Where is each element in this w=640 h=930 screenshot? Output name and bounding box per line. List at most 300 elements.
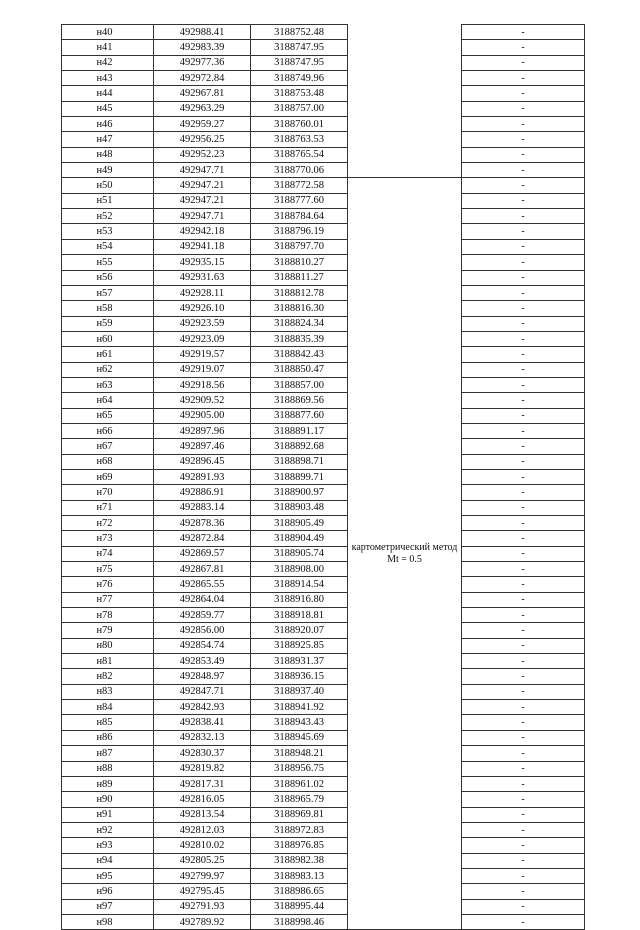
point-id-cell: н45 bbox=[62, 101, 154, 116]
x-coordinate-cell: 492923.09 bbox=[154, 331, 251, 346]
table-row bbox=[62, 285, 585, 300]
x-coordinate-cell: 492919.57 bbox=[154, 347, 251, 362]
point-id-cell: н84 bbox=[62, 700, 154, 715]
x-coordinate-cell: 492963.29 bbox=[154, 101, 251, 116]
table-row bbox=[62, 654, 585, 669]
y-coordinate-cell: 3188995.44 bbox=[251, 899, 348, 914]
table-row bbox=[62, 439, 585, 454]
table-row bbox=[62, 178, 585, 193]
table-row bbox=[62, 147, 585, 162]
y-coordinate-cell: 3188891.17 bbox=[251, 423, 348, 438]
x-coordinate-cell: 492865.55 bbox=[154, 577, 251, 592]
table-row bbox=[62, 377, 585, 392]
point-id-cell: н85 bbox=[62, 715, 154, 730]
table-row bbox=[62, 55, 585, 70]
table-row bbox=[62, 700, 585, 715]
x-coordinate-cell: 492830.37 bbox=[154, 746, 251, 761]
mark-cell: - bbox=[462, 669, 585, 684]
table-row bbox=[62, 684, 585, 699]
mark-cell: - bbox=[462, 331, 585, 346]
table-row bbox=[62, 546, 585, 561]
x-coordinate-cell: 492918.56 bbox=[154, 377, 251, 392]
mark-cell: - bbox=[462, 117, 585, 132]
x-coordinate-cell: 492799.97 bbox=[154, 868, 251, 883]
y-coordinate-cell: 3188905.74 bbox=[251, 546, 348, 561]
table-row bbox=[62, 71, 585, 86]
table-row bbox=[62, 730, 585, 745]
point-id-cell: н54 bbox=[62, 239, 154, 254]
y-coordinate-cell: 3188784.64 bbox=[251, 209, 348, 224]
point-id-cell: н72 bbox=[62, 516, 154, 531]
y-coordinate-cell: 3188900.97 bbox=[251, 485, 348, 500]
mark-cell: - bbox=[462, 239, 585, 254]
point-id-cell: н63 bbox=[62, 377, 154, 392]
y-coordinate-cell: 3188983.13 bbox=[251, 868, 348, 883]
mark-cell: - bbox=[462, 623, 585, 638]
point-id-cell: н62 bbox=[62, 362, 154, 377]
y-coordinate-cell: 3188772.58 bbox=[251, 178, 348, 193]
mark-cell: - bbox=[462, 654, 585, 669]
point-id-cell: н40 bbox=[62, 25, 154, 40]
point-id-cell: н90 bbox=[62, 792, 154, 807]
x-coordinate-cell: 492847.71 bbox=[154, 684, 251, 699]
point-id-cell: н55 bbox=[62, 255, 154, 270]
table-row bbox=[62, 899, 585, 914]
mark-cell: - bbox=[462, 776, 585, 791]
point-id-cell: н96 bbox=[62, 884, 154, 899]
y-coordinate-cell: 3188941.92 bbox=[251, 700, 348, 715]
point-id-cell: н83 bbox=[62, 684, 154, 699]
point-id-cell: н92 bbox=[62, 822, 154, 837]
mark-cell: - bbox=[462, 531, 585, 546]
table-row bbox=[62, 853, 585, 868]
y-coordinate-cell: 3188956.75 bbox=[251, 761, 348, 776]
mark-cell: - bbox=[462, 822, 585, 837]
y-coordinate-cell: 3188810.27 bbox=[251, 255, 348, 270]
y-coordinate-cell: 3188931.37 bbox=[251, 654, 348, 669]
table-row bbox=[62, 531, 585, 546]
mark-cell: - bbox=[462, 270, 585, 285]
x-coordinate-cell: 492941.18 bbox=[154, 239, 251, 254]
y-coordinate-cell: 3188824.34 bbox=[251, 316, 348, 331]
mark-cell: - bbox=[462, 500, 585, 515]
y-coordinate-cell: 3188904.49 bbox=[251, 531, 348, 546]
x-coordinate-cell: 492905.00 bbox=[154, 408, 251, 423]
y-coordinate-cell: 3188812.78 bbox=[251, 285, 348, 300]
mark-cell: - bbox=[462, 163, 585, 178]
x-coordinate-cell: 492832.13 bbox=[154, 730, 251, 745]
x-coordinate-cell: 492859.77 bbox=[154, 608, 251, 623]
y-coordinate-cell: 3188916.80 bbox=[251, 592, 348, 607]
point-id-cell: н69 bbox=[62, 469, 154, 484]
point-id-cell: н59 bbox=[62, 316, 154, 331]
x-coordinate-cell: 492883.14 bbox=[154, 500, 251, 515]
point-id-cell: н75 bbox=[62, 562, 154, 577]
mark-cell: - bbox=[462, 178, 585, 193]
y-coordinate-cell: 3188918.81 bbox=[251, 608, 348, 623]
point-id-cell: н58 bbox=[62, 301, 154, 316]
y-coordinate-cell: 3188797.70 bbox=[251, 239, 348, 254]
point-id-cell: н65 bbox=[62, 408, 154, 423]
x-coordinate-cell: 492942.18 bbox=[154, 224, 251, 239]
table-row bbox=[62, 669, 585, 684]
point-id-cell: н89 bbox=[62, 776, 154, 791]
y-coordinate-cell: 3188908.00 bbox=[251, 562, 348, 577]
y-coordinate-cell: 3188965.79 bbox=[251, 792, 348, 807]
point-id-cell: н94 bbox=[62, 853, 154, 868]
table-row bbox=[62, 40, 585, 55]
point-id-cell: н57 bbox=[62, 285, 154, 300]
table-row bbox=[62, 86, 585, 101]
mark-cell: - bbox=[462, 638, 585, 653]
table-row bbox=[62, 25, 585, 40]
point-id-cell: н51 bbox=[62, 193, 154, 208]
table-row bbox=[62, 224, 585, 239]
y-coordinate-cell: 3188777.60 bbox=[251, 193, 348, 208]
point-id-cell: н61 bbox=[62, 347, 154, 362]
mark-cell: - bbox=[462, 469, 585, 484]
x-coordinate-cell: 492853.49 bbox=[154, 654, 251, 669]
mark-cell: - bbox=[462, 792, 585, 807]
y-coordinate-cell: 3188857.00 bbox=[251, 377, 348, 392]
y-coordinate-cell: 3188937.40 bbox=[251, 684, 348, 699]
y-coordinate-cell: 3188892.68 bbox=[251, 439, 348, 454]
table-row bbox=[62, 792, 585, 807]
mark-cell: - bbox=[462, 884, 585, 899]
y-coordinate-cell: 3188765.54 bbox=[251, 147, 348, 162]
mark-cell: - bbox=[462, 347, 585, 362]
mark-cell: - bbox=[462, 562, 585, 577]
mark-cell: - bbox=[462, 516, 585, 531]
x-coordinate-cell: 492967.81 bbox=[154, 86, 251, 101]
point-id-cell: н46 bbox=[62, 117, 154, 132]
x-coordinate-cell: 492856.00 bbox=[154, 623, 251, 638]
mark-cell: - bbox=[462, 224, 585, 239]
mark-cell: - bbox=[462, 439, 585, 454]
point-id-cell: н47 bbox=[62, 132, 154, 147]
point-id-cell: н77 bbox=[62, 592, 154, 607]
x-coordinate-cell: 492813.54 bbox=[154, 807, 251, 822]
x-coordinate-cell: 492805.25 bbox=[154, 853, 251, 868]
point-id-cell: н78 bbox=[62, 608, 154, 623]
y-coordinate-cell: 3188835.39 bbox=[251, 331, 348, 346]
point-id-cell: н71 bbox=[62, 500, 154, 515]
x-coordinate-cell: 492891.93 bbox=[154, 469, 251, 484]
x-coordinate-cell: 492972.84 bbox=[154, 71, 251, 86]
table-row bbox=[62, 776, 585, 791]
table-row bbox=[62, 117, 585, 132]
x-coordinate-cell: 492854.74 bbox=[154, 638, 251, 653]
table-row bbox=[62, 608, 585, 623]
mark-cell: - bbox=[462, 761, 585, 776]
coordinate-table bbox=[61, 24, 585, 930]
x-coordinate-cell: 492812.03 bbox=[154, 822, 251, 837]
point-id-cell: н97 bbox=[62, 899, 154, 914]
table-row bbox=[62, 301, 585, 316]
y-coordinate-cell: 3188948.21 bbox=[251, 746, 348, 761]
table-row bbox=[62, 638, 585, 653]
x-coordinate-cell: 492897.96 bbox=[154, 423, 251, 438]
x-coordinate-cell: 492878.36 bbox=[154, 516, 251, 531]
y-coordinate-cell: 3188816.30 bbox=[251, 301, 348, 316]
mark-cell: - bbox=[462, 454, 585, 469]
point-id-cell: н41 bbox=[62, 40, 154, 55]
mark-cell: - bbox=[462, 853, 585, 868]
y-coordinate-cell: 3188903.48 bbox=[251, 500, 348, 515]
x-coordinate-cell: 492817.31 bbox=[154, 776, 251, 791]
table-row bbox=[62, 331, 585, 346]
y-coordinate-cell: 3188747.95 bbox=[251, 55, 348, 70]
mark-cell: - bbox=[462, 55, 585, 70]
mark-cell: - bbox=[462, 255, 585, 270]
mark-cell: - bbox=[462, 40, 585, 55]
x-coordinate-cell: 492789.92 bbox=[154, 914, 251, 929]
table-row bbox=[62, 347, 585, 362]
mark-cell: - bbox=[462, 423, 585, 438]
y-coordinate-cell: 3188943.43 bbox=[251, 715, 348, 730]
x-coordinate-cell: 492935.15 bbox=[154, 255, 251, 270]
mark-cell: - bbox=[462, 316, 585, 331]
y-coordinate-cell: 3188905.49 bbox=[251, 516, 348, 531]
x-coordinate-cell: 492977.36 bbox=[154, 55, 251, 70]
point-id-cell: н56 bbox=[62, 270, 154, 285]
mark-cell: - bbox=[462, 393, 585, 408]
y-coordinate-cell: 3188961.02 bbox=[251, 776, 348, 791]
y-coordinate-cell: 3188842.43 bbox=[251, 347, 348, 362]
point-id-cell: н79 bbox=[62, 623, 154, 638]
mark-cell: - bbox=[462, 86, 585, 101]
mark-cell: - bbox=[462, 101, 585, 116]
x-coordinate-cell: 492819.82 bbox=[154, 761, 251, 776]
x-coordinate-cell: 492864.04 bbox=[154, 592, 251, 607]
mark-cell: - bbox=[462, 301, 585, 316]
y-coordinate-cell: 3188914.54 bbox=[251, 577, 348, 592]
table-row bbox=[62, 423, 585, 438]
mark-cell: - bbox=[462, 408, 585, 423]
x-coordinate-cell: 492896.45 bbox=[154, 454, 251, 469]
y-coordinate-cell: 3188976.85 bbox=[251, 838, 348, 853]
table-row bbox=[62, 193, 585, 208]
point-id-cell: н67 bbox=[62, 439, 154, 454]
x-coordinate-cell: 492928.11 bbox=[154, 285, 251, 300]
table-row bbox=[62, 838, 585, 853]
x-coordinate-cell: 492842.93 bbox=[154, 700, 251, 715]
x-coordinate-cell: 492947.71 bbox=[154, 163, 251, 178]
mark-cell: - bbox=[462, 147, 585, 162]
mark-cell: - bbox=[462, 71, 585, 86]
y-coordinate-cell: 3188752.48 bbox=[251, 25, 348, 40]
table-row bbox=[62, 592, 585, 607]
mark-cell: - bbox=[462, 807, 585, 822]
point-id-cell: н50 bbox=[62, 178, 154, 193]
point-id-cell: н73 bbox=[62, 531, 154, 546]
mark-cell: - bbox=[462, 362, 585, 377]
x-coordinate-cell: 492919.07 bbox=[154, 362, 251, 377]
point-id-cell: н98 bbox=[62, 914, 154, 929]
x-coordinate-cell: 492838.41 bbox=[154, 715, 251, 730]
table-row bbox=[62, 577, 585, 592]
y-coordinate-cell: 3188753.48 bbox=[251, 86, 348, 101]
y-coordinate-cell: 3188982.38 bbox=[251, 853, 348, 868]
table-row bbox=[62, 101, 585, 116]
mark-cell: - bbox=[462, 577, 585, 592]
y-coordinate-cell: 3188986.65 bbox=[251, 884, 348, 899]
x-coordinate-cell: 492909.52 bbox=[154, 393, 251, 408]
point-id-cell: н42 bbox=[62, 55, 154, 70]
table-row bbox=[62, 562, 585, 577]
point-id-cell: н44 bbox=[62, 86, 154, 101]
point-id-cell: н53 bbox=[62, 224, 154, 239]
table-row bbox=[62, 469, 585, 484]
table-row bbox=[62, 822, 585, 837]
table-row bbox=[62, 163, 585, 178]
table-row bbox=[62, 209, 585, 224]
x-coordinate-cell: 492795.45 bbox=[154, 884, 251, 899]
point-id-cell: н88 bbox=[62, 761, 154, 776]
mark-cell: - bbox=[462, 730, 585, 745]
mark-cell: - bbox=[462, 25, 585, 40]
point-id-cell: н64 bbox=[62, 393, 154, 408]
x-coordinate-cell: 492810.02 bbox=[154, 838, 251, 853]
table-row bbox=[62, 807, 585, 822]
point-id-cell: н95 bbox=[62, 868, 154, 883]
point-id-cell: н76 bbox=[62, 577, 154, 592]
x-coordinate-cell: 492983.39 bbox=[154, 40, 251, 55]
x-coordinate-cell: 492872.84 bbox=[154, 531, 251, 546]
mark-cell: - bbox=[462, 684, 585, 699]
y-coordinate-cell: 3188936.15 bbox=[251, 669, 348, 684]
table-row bbox=[62, 746, 585, 761]
y-coordinate-cell: 3188945.69 bbox=[251, 730, 348, 745]
point-id-cell: н48 bbox=[62, 147, 154, 162]
x-coordinate-cell: 492952.23 bbox=[154, 147, 251, 162]
x-coordinate-cell: 492923.59 bbox=[154, 316, 251, 331]
y-coordinate-cell: 3188749.96 bbox=[251, 71, 348, 86]
point-id-cell: н49 bbox=[62, 163, 154, 178]
table-row bbox=[62, 239, 585, 254]
table-row bbox=[62, 914, 585, 929]
mark-cell: - bbox=[462, 608, 585, 623]
table-row bbox=[62, 393, 585, 408]
x-coordinate-cell: 492988.41 bbox=[154, 25, 251, 40]
x-coordinate-cell: 492867.81 bbox=[154, 562, 251, 577]
table-row bbox=[62, 715, 585, 730]
y-coordinate-cell: 3188760.01 bbox=[251, 117, 348, 132]
method-cell: картометрический метод Mt = 0.5 bbox=[348, 178, 462, 930]
table-row bbox=[62, 408, 585, 423]
table-row bbox=[62, 500, 585, 515]
point-id-cell: н80 bbox=[62, 638, 154, 653]
point-id-cell: н74 bbox=[62, 546, 154, 561]
x-coordinate-cell: 492869.57 bbox=[154, 546, 251, 561]
mark-cell: - bbox=[462, 899, 585, 914]
mark-cell: - bbox=[462, 209, 585, 224]
mark-cell: - bbox=[462, 546, 585, 561]
table-row bbox=[62, 868, 585, 883]
x-coordinate-cell: 492848.97 bbox=[154, 669, 251, 684]
mark-cell: - bbox=[462, 700, 585, 715]
point-id-cell: н91 bbox=[62, 807, 154, 822]
y-coordinate-cell: 3188763.53 bbox=[251, 132, 348, 147]
table-row bbox=[62, 132, 585, 147]
mark-cell: - bbox=[462, 285, 585, 300]
x-coordinate-cell: 492959.27 bbox=[154, 117, 251, 132]
y-coordinate-cell: 3188920.07 bbox=[251, 623, 348, 638]
point-id-cell: н86 bbox=[62, 730, 154, 745]
mark-cell: - bbox=[462, 132, 585, 147]
y-coordinate-cell: 3188972.83 bbox=[251, 822, 348, 837]
y-coordinate-cell: 3188969.81 bbox=[251, 807, 348, 822]
y-coordinate-cell: 3188850.47 bbox=[251, 362, 348, 377]
x-coordinate-cell: 492816.05 bbox=[154, 792, 251, 807]
y-coordinate-cell: 3188747.95 bbox=[251, 40, 348, 55]
mark-cell: - bbox=[462, 592, 585, 607]
y-coordinate-cell: 3188869.56 bbox=[251, 393, 348, 408]
point-id-cell: н52 bbox=[62, 209, 154, 224]
y-coordinate-cell: 3188998.46 bbox=[251, 914, 348, 929]
point-id-cell: н82 bbox=[62, 669, 154, 684]
point-id-cell: н87 bbox=[62, 746, 154, 761]
x-coordinate-cell: 492947.71 bbox=[154, 209, 251, 224]
y-coordinate-cell: 3188899.71 bbox=[251, 469, 348, 484]
coordinate-table-sheet bbox=[61, 24, 584, 930]
y-coordinate-cell: 3188757.00 bbox=[251, 101, 348, 116]
table-row bbox=[62, 362, 585, 377]
table-row bbox=[62, 316, 585, 331]
x-coordinate-cell: 492926.10 bbox=[154, 301, 251, 316]
x-coordinate-cell: 492897.46 bbox=[154, 439, 251, 454]
mark-cell: - bbox=[462, 193, 585, 208]
mark-cell: - bbox=[462, 746, 585, 761]
x-coordinate-cell: 492791.93 bbox=[154, 899, 251, 914]
point-id-cell: н43 bbox=[62, 71, 154, 86]
table-row bbox=[62, 884, 585, 899]
y-coordinate-cell: 3188770.06 bbox=[251, 163, 348, 178]
table-row bbox=[62, 270, 585, 285]
y-coordinate-cell: 3188811.27 bbox=[251, 270, 348, 285]
y-coordinate-cell: 3188796.19 bbox=[251, 224, 348, 239]
table-row bbox=[62, 623, 585, 638]
y-coordinate-cell: 3188898.71 bbox=[251, 454, 348, 469]
mark-cell: - bbox=[462, 377, 585, 392]
x-coordinate-cell: 492931.63 bbox=[154, 270, 251, 285]
point-id-cell: н81 bbox=[62, 654, 154, 669]
x-coordinate-cell: 492956.25 bbox=[154, 132, 251, 147]
y-coordinate-cell: 3188925.85 bbox=[251, 638, 348, 653]
mark-cell: - bbox=[462, 914, 585, 929]
mark-cell: - bbox=[462, 838, 585, 853]
mark-cell: - bbox=[462, 715, 585, 730]
method-cell-upper bbox=[348, 25, 462, 178]
point-id-cell: н93 bbox=[62, 838, 154, 853]
table-row bbox=[62, 255, 585, 270]
x-coordinate-cell: 492886.91 bbox=[154, 485, 251, 500]
table-row bbox=[62, 485, 585, 500]
table-row bbox=[62, 761, 585, 776]
point-id-cell: н68 bbox=[62, 454, 154, 469]
table-row bbox=[62, 516, 585, 531]
table-row bbox=[62, 454, 585, 469]
x-coordinate-cell: 492947.21 bbox=[154, 178, 251, 193]
mark-cell: - bbox=[462, 485, 585, 500]
point-id-cell: н70 bbox=[62, 485, 154, 500]
point-id-cell: н60 bbox=[62, 331, 154, 346]
y-coordinate-cell: 3188877.60 bbox=[251, 408, 348, 423]
coordinate-table-body bbox=[62, 25, 585, 930]
x-coordinate-cell: 492947.21 bbox=[154, 193, 251, 208]
point-id-cell: н66 bbox=[62, 423, 154, 438]
mark-cell: - bbox=[462, 868, 585, 883]
